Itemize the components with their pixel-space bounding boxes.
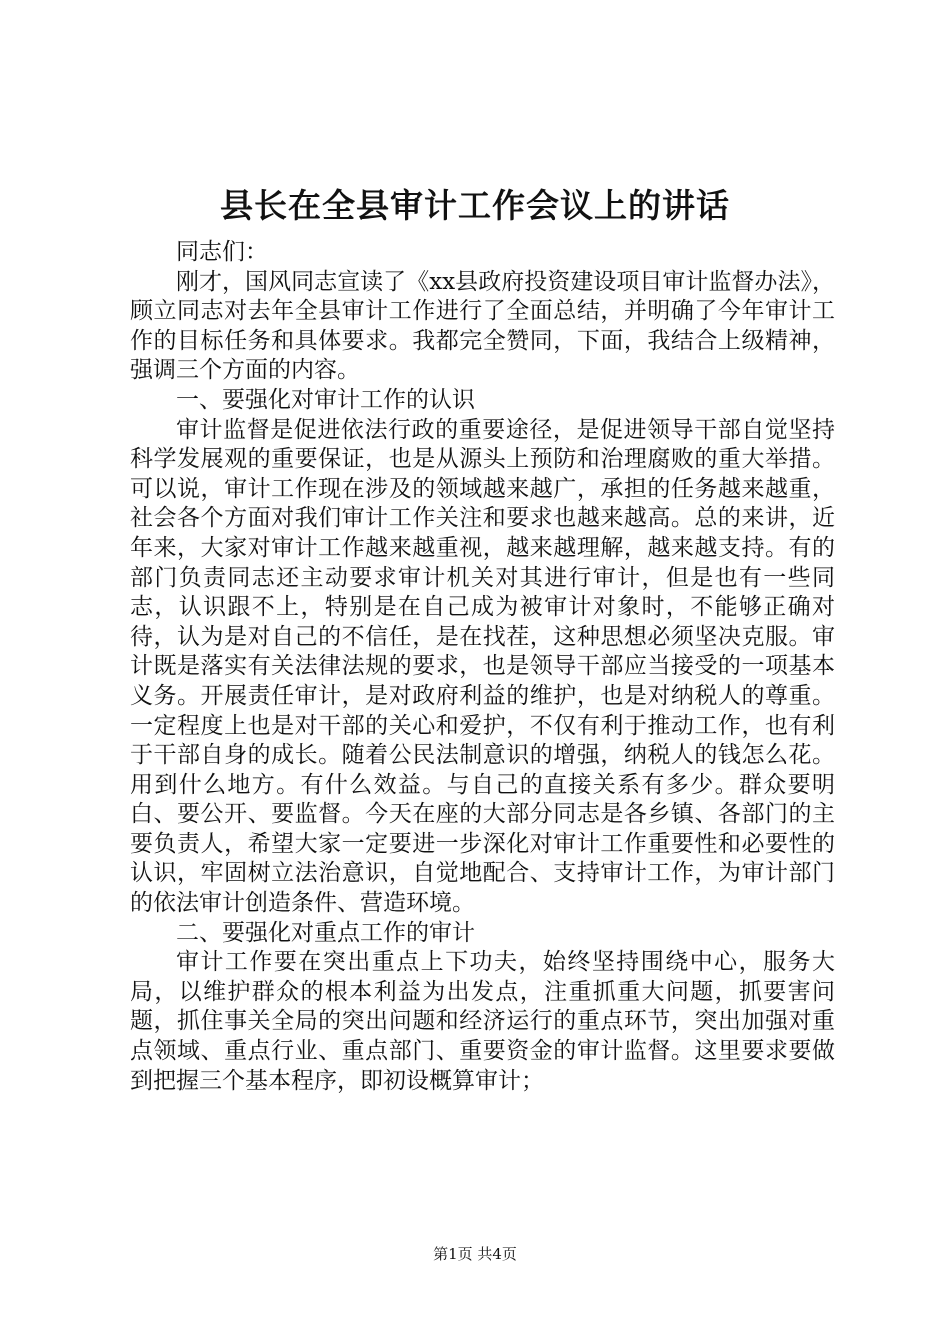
page-footer: 第1页 共4页 bbox=[433, 1245, 517, 1263]
document-title: 县长在全县审计工作会议上的讲话 bbox=[220, 186, 730, 225]
section-heading-1: 一、要强化对审计工作的认识 bbox=[176, 386, 475, 413]
paragraph-section-1: 审计监督是促进依法行政的重要途径，是促进领导干部自觉坚持科学发展观的重要保证，也是从源头上预防和治理腐败的重大举措。可以说，审计工作现在涉及的领域越来越广，承担的任务越来越重，社会各个方面对我们审计工作关注和要求也越来越高。总的来讲，近年来，大家对审计工作越来越重视，越来越理解，越来越支持。有的部门负责同志还主动要求审计机关对其进行审计，但是也有一些同志，认识跟不上，特别是在自己成为被审计对象时，不能够正确对待，认为是对自己的不信任，是在找茬，这种思想必须坚决克服。审计既是落实有关法律法规的要求，也是领导干部应当接受的一项基本义务。开展责任审计，是对政府利益的维护，也是对纳税人的尊重。一定程度上也是对干部的关心和爱护，不仅有利于推动工作，也有利于干部自身的成长。随着公民法制意识的增强，纳税人的钱怎么花。用到什么地方。有什么效益。与自己的直接关系有多少。群众要明白、要公开、要监督。今天在座的大部分同志是各乡镇、各部门的主要负责人，希望大家一定要进一步深化对审计工作重要性和必要性的认识，牢固树立法治意识，自觉地配合、支持审计工作，为审计部门的依法审计创造条件、营造环境。 bbox=[130, 416, 835, 917]
paragraph-section-2: 审计工作要在突出重点上下功夫，始终坚持围绕中心，服务大局，以维护群众的根本利益为出发点，注重抓重大问题，抓要害问题，抓住事关全局的突出问题和经济运行的重点环节，突出加强对重点领域、重点行业、重点部门、重要资金的审计监督。这里要求要做到把握三个基本程序，即初设概算审计； bbox=[130, 949, 835, 1094]
salutation: 同志们： bbox=[176, 239, 268, 265]
section-heading-2: 二、要强化对重点工作的审计 bbox=[176, 919, 475, 946]
paragraph-intro: 刚才，国风同志宣读了《xx县政府投资建设项目审计监督办法》，顾立同志对去年全县审计工作进行了全面总结，并明确了今年审计工作的目标任务和具体要求。我都完全赞同，下面，我结合上级精神，强调三个方面的内容。 bbox=[130, 268, 835, 384]
document-body bbox=[130, 238, 835, 1096]
